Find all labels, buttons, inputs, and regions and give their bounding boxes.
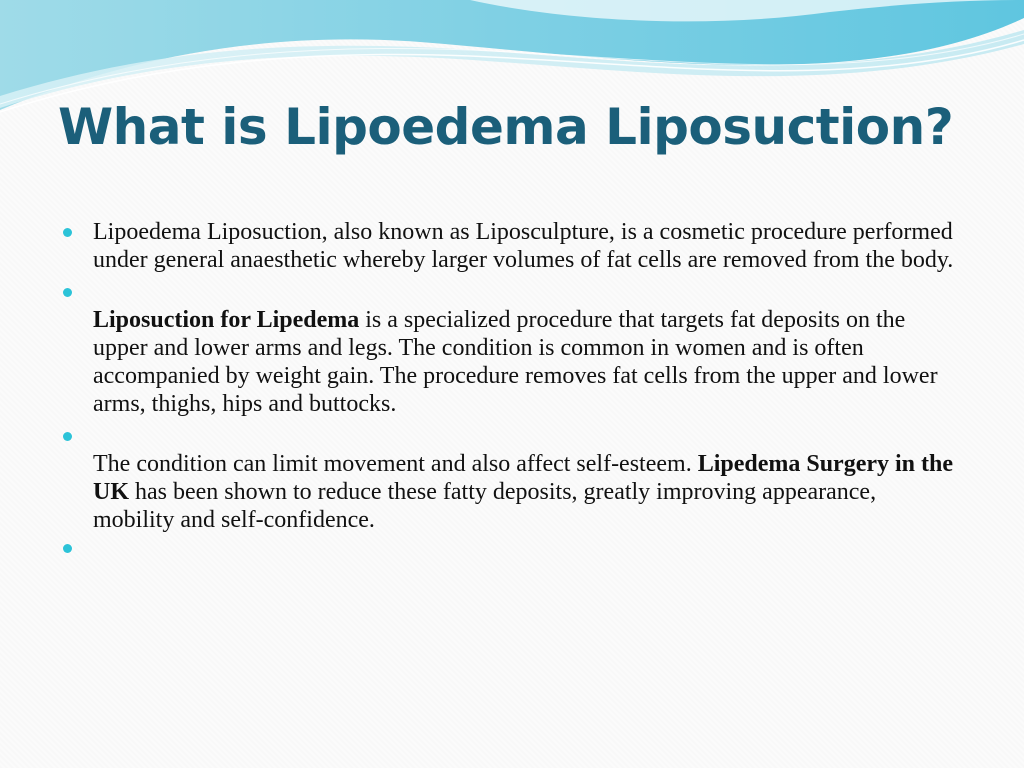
bullet-item-1 — [58, 218, 958, 274]
bullet-list — [58, 218, 958, 562]
bullet-dot-icon — [63, 544, 72, 553]
bullet-bold-text: Lipedema Surgery in the UK — [93, 451, 954, 505]
bullet-dot-icon — [63, 288, 72, 297]
bullet-dot-icon — [63, 432, 72, 441]
bullet-text: has been shown to reduce these fatty deposits, greatly improving appearance, mobility and self-confidence. — [93, 479, 877, 533]
bullet-item-4 — [58, 534, 958, 562]
bullet-item-3 — [58, 422, 958, 534]
bullet-text: is a specialized procedure that targets fat deposits on the upper and lower arms and legs. The condition is common in women and is often accompanied by weight gain. The procedure removes fat cells from the upper and lower arms, thighs, hips and buttocks. — [93, 307, 938, 417]
bullet-bold-text: Liposuction for Lipedema — [93, 307, 360, 333]
bullet-text: The condition can limit movement and also affect self-esteem. — [93, 451, 698, 477]
bullet-text: Lipoedema Liposuction, also known as Liposculpture, is a cosmetic procedure performed under general anaesthetic whereby larger volumes of fat cells are removed from the body. — [93, 219, 954, 273]
bullet-dot-icon — [63, 228, 72, 237]
slide-title: What is Lipoedema Liposuction? — [58, 98, 954, 156]
bullet-item-2 — [58, 278, 958, 418]
